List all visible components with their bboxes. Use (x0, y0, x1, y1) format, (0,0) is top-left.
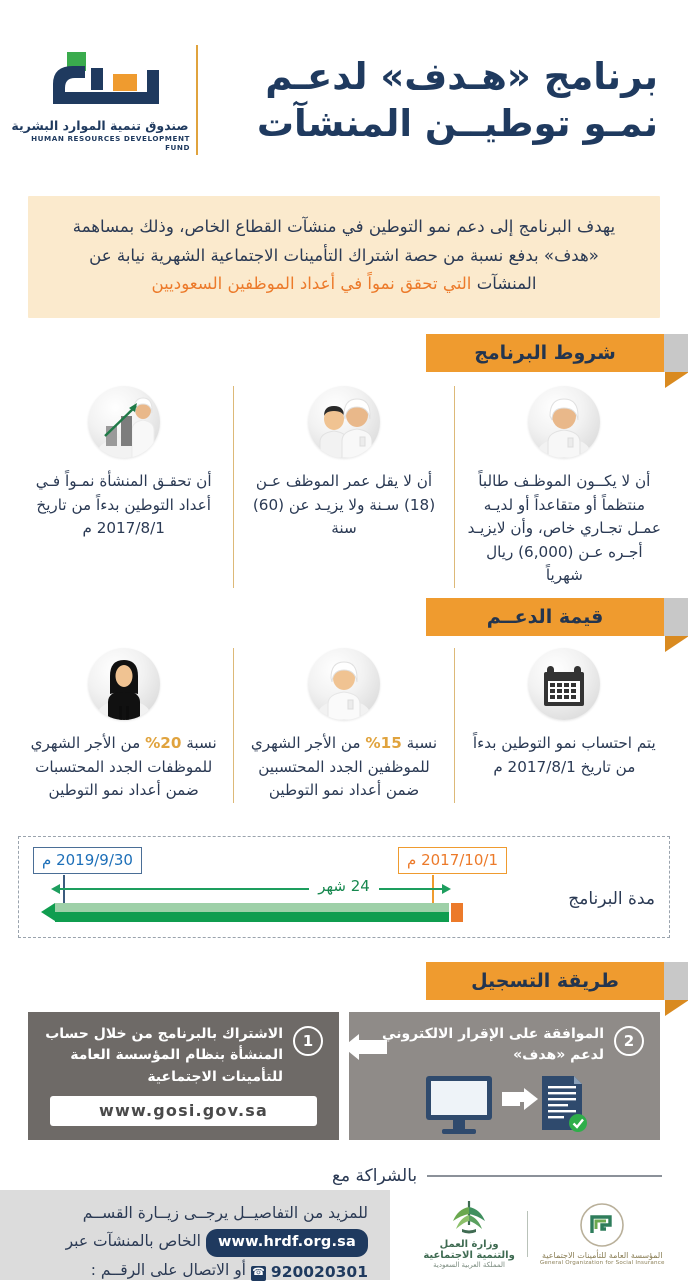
support-item-1-pct: 20% (145, 734, 182, 752)
registration-step-2-head (365, 1024, 644, 1067)
support-item-1-text (26, 732, 221, 803)
section-header-registration (426, 962, 688, 1000)
section-header-tail-shadow (663, 334, 688, 372)
support-item-2-before: نسبة (401, 734, 438, 752)
page-title (216, 53, 688, 148)
intro-highlight: التي تحقق نمواً في أعداد الموظفين السعوديين (151, 274, 472, 294)
timeline-bar-start-cap (451, 903, 463, 922)
registration-step-2 (349, 1012, 660, 1140)
program-duration-timeline (18, 836, 670, 938)
partner-logo-mlsd-caption-line2: والتنمية الاجتماعية (423, 1250, 515, 1261)
section-header-support-label: قيمة الدعــم (426, 598, 664, 636)
contact-line-1: للمزيد من التفاصيــل يرجــى زيــارة القســم (82, 1204, 368, 1222)
left-arrow-icon (343, 1034, 387, 1060)
partnership-label: بالشراكة مع (332, 1166, 418, 1186)
support-item-1 (14, 648, 234, 803)
timeline-duration-arrow (59, 888, 443, 890)
partnership-heading (332, 1166, 662, 1186)
section-header-tail-shadow (663, 598, 688, 636)
gosi-logo-icon (579, 1202, 625, 1248)
contact-line-3 (18, 1257, 368, 1287)
registration-step-2-text: الموافقة على الإقرار الالكتروني لدعم «هدف» (382, 1026, 604, 1064)
partner-logo-gosi (540, 1202, 665, 1266)
hrdf-logo-mark (39, 48, 161, 114)
monitor-to-document-icon (420, 1074, 590, 1136)
hrdf-website-link[interactable]: www.hrdf.org.sa (206, 1229, 368, 1258)
registration-step-1-text: الاشتراك بالبرنامج من خلال حساب المنشأة بنظام المؤسسة العامة للتأمينات الاجتماعية (45, 1026, 283, 1085)
timeline-bar (55, 903, 449, 922)
intro-line-3-prefix: المنشآت (476, 274, 537, 294)
support-item-3-text (467, 732, 662, 779)
registration-step-1-head (44, 1024, 323, 1088)
contact-block (0, 1190, 390, 1280)
support-item-3 (455, 648, 674, 803)
section-header-conditions (426, 334, 688, 372)
partner-logo-mlsd (423, 1199, 515, 1269)
support-columns (14, 648, 674, 803)
support-item-1-before: نسبة (181, 734, 217, 752)
phone-icon: ☎ (251, 1266, 266, 1281)
registration-step-2-number: 2 (614, 1026, 644, 1056)
section-header-fold (665, 1000, 688, 1016)
partner-logo-gosi-caption-en: General Organization for Social Insurance (539, 1260, 665, 1266)
section-header-conditions-label: شروط البرنامج (426, 334, 664, 372)
hrdf-logo (0, 48, 190, 152)
condition-item-2-text: أن لا يقل عمر الموظف عـن (18) سـنة ولا يزيـد عن (60) سنة (252, 472, 436, 538)
partner-logo-mlsd-caption-line3: المملكة العربية السعودية (433, 1261, 505, 1269)
timeline-duration-label: 24 شهر (309, 877, 379, 895)
contact-phone[interactable] (251, 1259, 368, 1287)
condition-item-2 (234, 386, 454, 588)
header-divider (196, 45, 198, 155)
condition-item-1-text: أن تحقـق المنشأة نمـواً فـي أعداد التوطين بدءاً من تاريخ 2017/8/1 م (35, 472, 212, 538)
support-item-2-text (246, 732, 441, 803)
timeline-end-date: 2019/9/30 م (33, 847, 142, 874)
page-header (0, 30, 688, 170)
support-item-2-after: من الأجر الشهري للموظفين الجدد المحتسبين ضمن أعداد نمو التوطين (250, 734, 430, 800)
single-employee-icon (528, 386, 600, 458)
contact-line-3-prefix: أو الاتصال على الرقــم : (90, 1261, 246, 1280)
page-title-line1: برنامج «هـدف» لدعـم (265, 54, 658, 98)
intro-line-3 (50, 270, 638, 299)
mlsd-logo-icon (448, 1199, 490, 1239)
support-item-3-after: يتم احتساب نمو التوطين بدءاً من تاريخ 2017/8/1 م (472, 734, 656, 776)
partner-logo-gosi-caption-ar: المؤسسة العامة للتأمينات الاجتماعية (542, 1251, 663, 1260)
section-header-tail-shadow (663, 962, 688, 1000)
timeline-label: مدة البرنامج (568, 889, 655, 909)
section-header-registration-label: طريقة التسجيل (426, 962, 664, 1000)
female-employee-icon (88, 648, 160, 720)
partner-logos-divider (527, 1211, 528, 1257)
timeline-start-date: 2017/10/1 م (398, 847, 507, 874)
intro-line-1: يهدف البرنامج إلى دعم نمو التوطين في منشآت القطاع الخاص، وذلك بمساهمة (72, 217, 616, 236)
partnership-rule (427, 1175, 662, 1176)
hrdf-logo-english-caption: HUMAN RESOURCES DEVELOPMENT FUND (31, 134, 190, 152)
registration-steps (28, 1012, 660, 1140)
condition-item-3-text: أن لا يكــون الموظـف طالباً منتظماً أو متقاعداً أو لديـه عمـل تجـاري خاص، وأن لايزيـد أجـره عـن (6,000) ريال شهرياً (467, 472, 661, 585)
section-header-support (426, 598, 688, 636)
support-item-2 (234, 648, 454, 803)
growth-chart-icon (88, 386, 160, 458)
partner-logo-mlsd-caption-line1: وزارة العمل (439, 1239, 499, 1250)
intro-line-2: «هدف» بدفع نسبة من حصة اشتراك التأمينات الاجتماعية الشهرية نيابة عن (89, 245, 599, 265)
intro-paragraph (28, 196, 660, 318)
partner-logos (400, 1188, 688, 1280)
contact-phone-number: 920020301 (270, 1263, 368, 1282)
condition-item-3 (455, 386, 674, 588)
page-title-line2: نمـو توطيــن المنشآت (256, 102, 658, 145)
two-employees-icon (308, 386, 380, 458)
support-item-1-after: من الأجر الشهري للموظفات الجدد المحتسبات ضمن أعداد نمو التوطين (30, 734, 213, 800)
condition-item-1 (14, 386, 234, 588)
contact-line-2 (18, 1228, 368, 1258)
support-item-2-pct: 15% (365, 734, 402, 752)
registration-step-1-number: 1 (293, 1026, 323, 1056)
conditions-columns (14, 386, 674, 588)
registration-step-1 (28, 1012, 339, 1140)
gosi-url-link[interactable]: www.gosi.gov.sa (50, 1096, 317, 1126)
hrdf-logo-arabic-caption: صندوق تنمية الموارد البشرية (11, 118, 189, 133)
calendar-icon (528, 648, 600, 720)
contact-line-2-prefix: الخاص بالمنشآت عبر (65, 1231, 201, 1250)
male-employee-icon (308, 648, 380, 720)
